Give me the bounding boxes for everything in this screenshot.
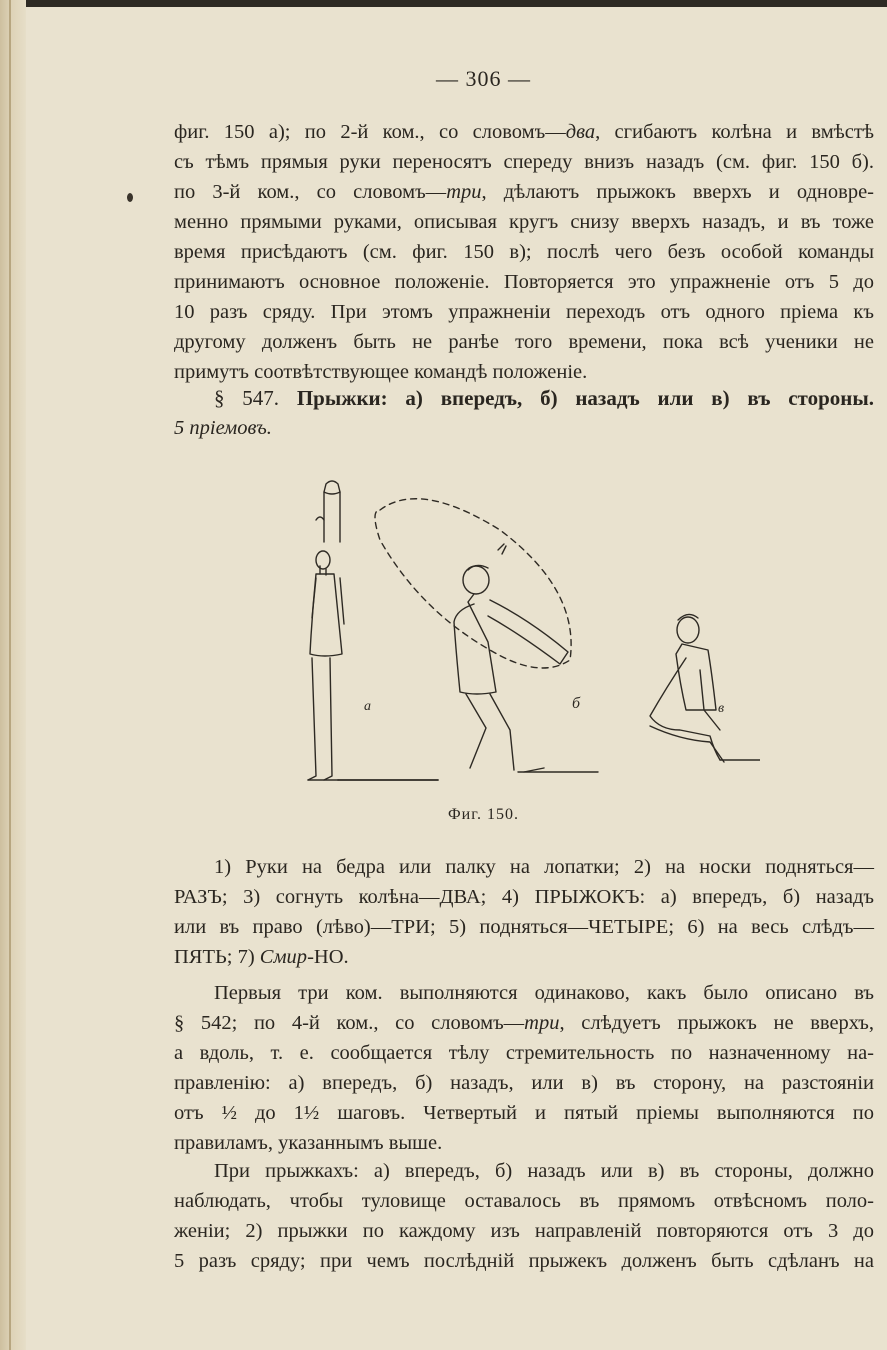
paragraph-2-line-3: или въ право (лѣво)—ТРИ; 5) подняться—ЧЕТЫРЕ; 6) на весь слѣдъ—	[174, 916, 874, 938]
paragraph-4-line-3: женіи; 2) прыжки по каждому изъ направленій повторяются отъ 3 до	[174, 1220, 874, 1242]
section-title: Прыжки: а) впередъ, б) назадъ или в) въ стороны.	[296, 386, 875, 410]
figure-c-person	[650, 614, 760, 762]
figure-label-c: в	[718, 701, 725, 716]
paragraph-1-line-3	[174, 177, 874, 207]
paragraph-3-line-4: правленію: а) впередъ, б) назадъ, или в) въ сторону, на разстояніи	[174, 1072, 874, 1094]
italic-word: три	[524, 1012, 560, 1034]
text-span: фиг. 150 а); по 2-й ком., со словомъ—	[174, 121, 566, 143]
figure-label-a: а	[364, 699, 371, 714]
figure-label-b: б	[572, 695, 581, 712]
paragraph-4-line-4: 5 разъ сряду; при чемъ послѣдній прыжекъ долженъ быть сдѣланъ на	[174, 1250, 874, 1272]
italic-word: три	[446, 181, 482, 203]
paragraph-4-line-1: При прыжкахъ: а) впередъ, б) назадъ или в) въ стороны, должно	[214, 1160, 874, 1182]
figure-a-person	[308, 481, 438, 780]
figure-caption: Фиг. 150.	[448, 806, 519, 823]
section-heading	[214, 383, 874, 413]
text-span: § 542; по 4-й ком., со словомъ—	[174, 1012, 525, 1034]
paragraph-1-line-8: другому долженъ быть не ранѣе того времени, пока всѣ ученики не	[174, 331, 874, 353]
binding-line	[9, 0, 11, 1350]
text-span: ПЯТЬ; 7)	[174, 946, 260, 968]
page-number: — 306 —	[436, 66, 531, 91]
text-span: , сгибаютъ колѣна и вмѣстѣ	[595, 121, 874, 143]
text-span: -НО.	[307, 946, 349, 968]
section-subtitle: 5 пріемовъ.	[174, 417, 272, 439]
ink-spot	[127, 193, 133, 202]
paragraph-2-line-2: РАЗЪ; 3) согнуть колѣна—ДВА; 4) ПРЫЖОКЪ: а) впередъ, б) назадъ	[174, 886, 874, 908]
paragraph-1-line-7: 10 разъ сряду. При этомъ упражненіи переходъ отъ одного пріема къ	[174, 301, 874, 323]
paragraph-1-line-9: примутъ соотвѣтствующее командѣ положеніе.	[174, 361, 588, 383]
section-number: § 547.	[214, 386, 280, 410]
paragraph-2-line-4	[174, 942, 874, 972]
paragraph-1-line-1	[174, 117, 874, 147]
paragraph-3-line-3: а вдоль, т. е. сообщается тѣлу стремительность по назначенному на-	[174, 1042, 874, 1064]
text-span: , слѣдуетъ прыжокъ не вверхъ,	[559, 1012, 874, 1034]
paragraph-3-line-6: правиламъ, указаннымъ выше.	[174, 1132, 443, 1154]
paragraph-1-line-4: менно прямыми руками, описывая кругъ снизу вверхъ назадъ, и въ тоже	[174, 211, 874, 233]
paragraph-1-line-6: принимаютъ основное положеніе. Повторяется это упражненіе отъ 5 до	[174, 271, 874, 293]
paragraph-3-line-1: Первыя три ком. выполняются одинаково, какъ было описано въ	[214, 982, 874, 1004]
page-top-edge	[0, 0, 887, 7]
paragraph-3-line-2	[174, 1008, 874, 1038]
text-span: , дѣлаютъ прыжокъ вверхъ и одновре-	[481, 181, 875, 203]
text-span: по 3-й ком., со словомъ—	[174, 181, 447, 203]
figure-150-illustration	[290, 470, 760, 800]
italic-word: два	[565, 121, 596, 143]
paragraph-2-line-1: 1) Руки на бедра или палку на лопатки; 2) на носки подняться—	[214, 856, 874, 878]
figure-b-person	[375, 499, 598, 772]
paragraph-1-line-2: съ тѣмъ прямыя руки переносятъ спереду внизъ назадъ (см. фиг. 150 б).	[174, 151, 874, 173]
paragraph-4-line-2: наблюдать, чтобы туловище оставалось въ прямомъ отвѣсномъ поло-	[174, 1190, 874, 1212]
paragraph-3-line-5: отъ ½ до 1½ шаговъ. Четвертый и пятый пріемы выполняются по	[174, 1102, 874, 1124]
book-binding	[0, 0, 26, 1350]
paragraph-1-line-5: время присѣдаютъ (см. фиг. 150 в); послѣ чего безъ особой команды	[174, 241, 874, 263]
section-subtitle-line	[174, 413, 874, 443]
italic-word: Смир	[259, 946, 308, 968]
